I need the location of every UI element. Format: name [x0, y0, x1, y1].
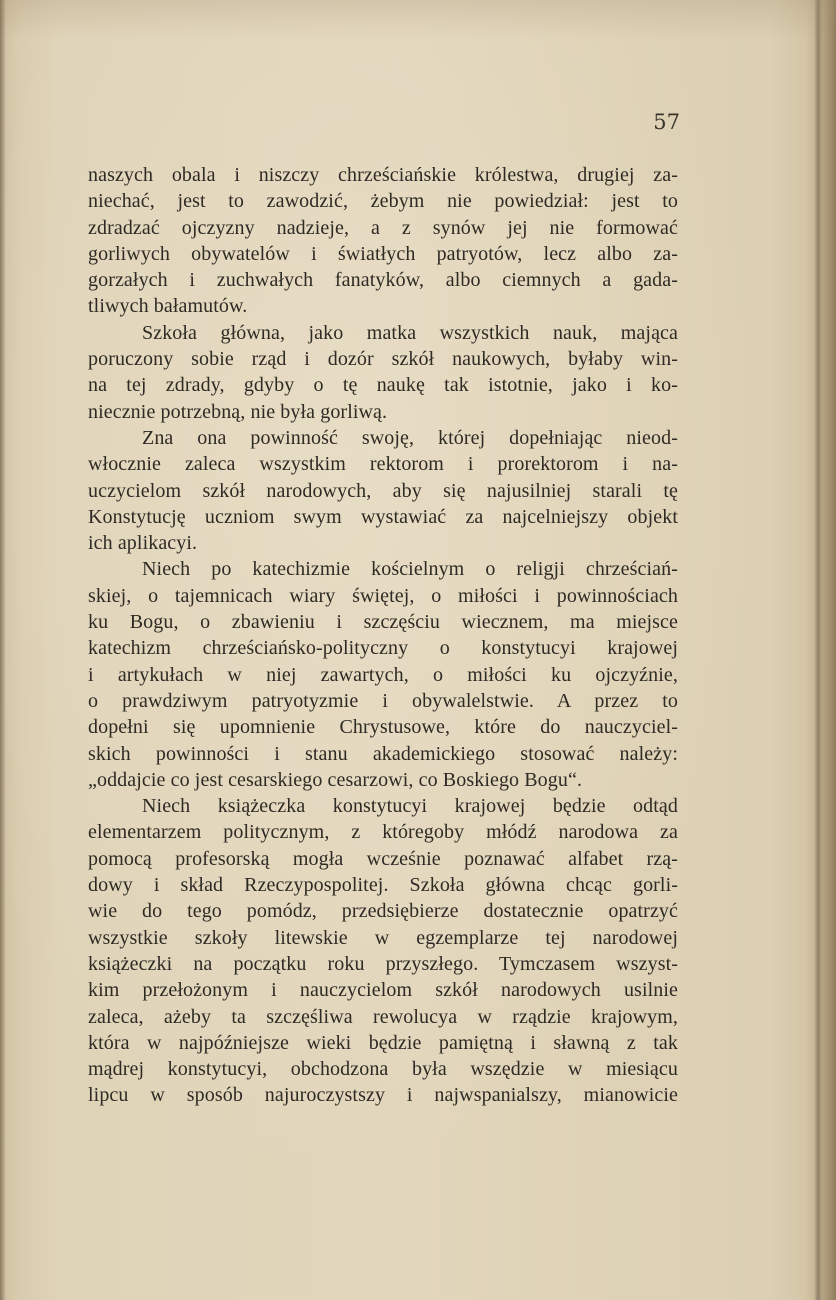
- page-top-shadow: [0, 0, 836, 40]
- paragraph: [88, 320, 678, 425]
- text-line: zaleca, ażeby ta szczęśliwa rewolucya w rządzie krajowym,: [88, 1005, 678, 1028]
- paragraph: [88, 556, 678, 793]
- text-line: kim przełożonym i nauczycielom szkół narodowych usilnie: [88, 979, 678, 1002]
- text-line: ku Bogu, o zbawieniu i szczęściu wiecznem, ma miejsce: [88, 611, 678, 634]
- text-line: Szkoła główna, jako matka wszystkich nauk, mająca: [142, 321, 678, 344]
- text-line: poruczony sobie rząd i dozór szkół naukowych, byłaby win-: [88, 348, 678, 371]
- page-left-edge: [0, 0, 6, 1300]
- text-line: naszych obala i niszczy chrześciańskie królestwa, drugiej za-: [88, 164, 678, 186]
- text-line: „oddajcie co jest cesarskiego cesarzowi, co Boskiego Bogu“.: [88, 768, 583, 791]
- text-line: wie do tego pomódz, przedsiębierze dostatecznie opatrzyć: [88, 900, 678, 923]
- paragraph: [88, 162, 678, 320]
- text-line: o prawdziwym patryotyzmie i obywalelstwie. A przez to: [88, 689, 678, 712]
- text-line: zdradzać ojczyzny nadzieje, a z synów jej nie formować: [88, 216, 678, 239]
- paragraph: [88, 793, 678, 1109]
- text-line: uczycielom szkół narodowych, aby się najusilniej starali tę: [88, 479, 678, 502]
- text-line: i artykułach w niej zawartych, o miłości ku ojczyźnie,: [88, 663, 678, 686]
- text-line: gorliwych obywatelów i światłych patryotów, lecz albo za-: [88, 242, 678, 265]
- text-line: dowy i skład Rzeczypospolitej. Szkoła główna chcąc gorli-: [88, 874, 678, 897]
- text-line: dopełni się upomnienie Chrystusowe, które do nauczyciel-: [88, 716, 678, 739]
- text-line: która w najpóźniejsze wieki będzie pamiętną i sławną z tak: [88, 1031, 678, 1054]
- page-number: 57: [653, 110, 680, 134]
- text-line: skiej, o tajemnicach wiary świętej, o miłości i powinnościach: [88, 584, 678, 607]
- text-line: pomocą profesorską mogła wcześnie poznawać alfabet rzą-: [88, 847, 678, 870]
- text-line: książeczki na początku roku przyszłego. Tymczasem wszyst-: [88, 952, 678, 975]
- paragraph: [88, 425, 678, 556]
- text-line: ich aplikacyi.: [88, 532, 198, 555]
- text-line: elementarzem politycznym, z któregoby młódź narodowa za: [88, 821, 678, 844]
- text-line: gorzałych i zuchwałych fanatyków, albo ciemnych a gada-: [88, 269, 678, 292]
- text-line: włocznie zaleca wszystkim rektorom i prorektorom i na-: [88, 453, 678, 476]
- text-line: lipcu w sposób najuroczystszy i najwspanialszy, mianowicie: [88, 1084, 678, 1107]
- text-line: Niech książeczka konstytucyi krajowej będzie odtąd: [142, 795, 678, 818]
- text-line: Konstytucję uczniom swym wystawiać za najcelniejszy objekt: [88, 505, 678, 528]
- text-line: skich powinności i stanu akademickiego stosować należy:: [88, 742, 678, 765]
- text-line: tliwych bałamutów.: [88, 295, 248, 318]
- text-line: niechać, jest to zawodzić, żebym nie powiedział: jest to: [88, 190, 678, 213]
- body-text: [88, 162, 678, 1109]
- text-line: wszystkie szkoły litewskie w egzemplarze tej narodowej: [88, 926, 678, 949]
- text-line: niecznie potrzebną, nie była gorliwą.: [88, 400, 388, 423]
- text-line: mądrej konstytucyi, obchodzona była wszędzie w miesiącu: [88, 1058, 678, 1081]
- text-line: na tej zdrady, gdyby o tę naukę tak istotnie, jako i ko-: [88, 374, 678, 397]
- text-line: Niech po katechizmie kościelnym o religji chrześciań-: [142, 558, 678, 581]
- text-line: Zna ona powinność swoję, której dopełniając nieod-: [142, 426, 678, 449]
- text-line: katechizm chrześciańsko-polityczny o konstytucyi krajowej: [88, 637, 678, 660]
